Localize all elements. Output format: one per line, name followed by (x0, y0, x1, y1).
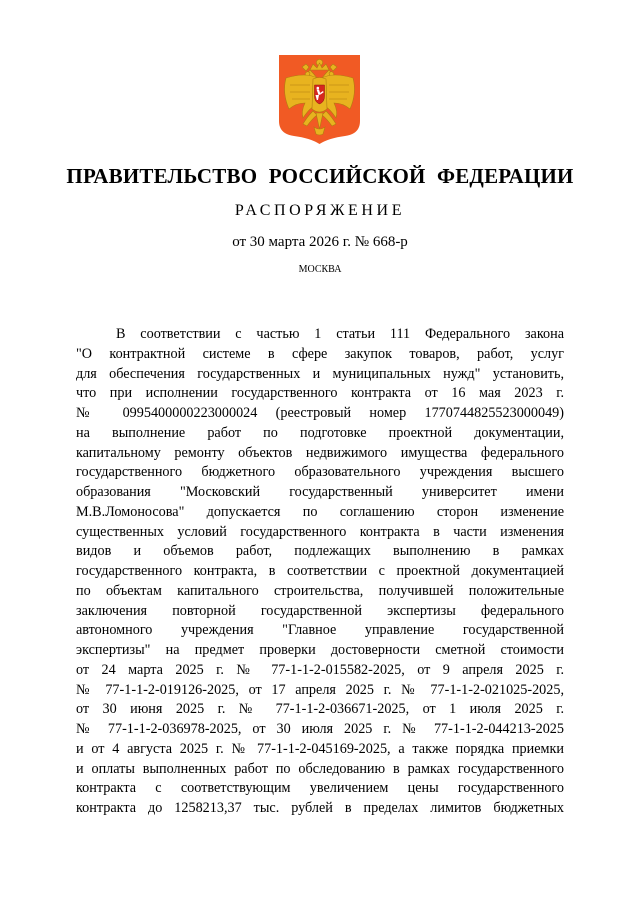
body-line: "О контрактной системе в сфере закупок товаров, работ, услуг (76, 345, 564, 362)
body-line: государственного бюджетного образовательного учреждения высшего (76, 464, 564, 481)
body-line: экспертизы" на предмет проверки достоверности сметной стоимости (76, 642, 564, 658)
body-line: по объектам капитального строительства, получившей положительные (76, 582, 564, 599)
body-line: № 77-1-1-2-019126-2025, от 17 апреля 2025 г. № 77-1-1-2-021025-2025, (76, 681, 564, 698)
body-line: для обеспечения государственных и муниципальных нужд" установить, (76, 365, 564, 382)
document-date-number: от 30 марта 2026 г. № 668-р (232, 234, 408, 250)
body-line: заключения повторной государственной экспертизы федерального (76, 602, 564, 619)
body-line: что при исполнении государственного контракта от 16 мая 2023 г. (76, 385, 564, 402)
government-title: ПРАВИТЕЛЬСТВО РОССИЙСКОЙ ФЕДЕРАЦИИ (66, 164, 574, 188)
document-type: РАСПОРЯЖЕНИЕ (234, 202, 406, 219)
body-line: автономного учреждения "Главное управление государственной (76, 622, 564, 639)
russian-coat-of-arms-icon (276, 55, 363, 144)
body-line: и от 4 августа 2025 г. № 77-1-1-2-045169-2025, а также порядка приемки (76, 740, 564, 757)
body-line: видов и объемов работ, подлежащих выполнению в рамках (76, 543, 564, 560)
body-line: М.В.Ломоносова" допускается по соглашению сторон изменение (76, 503, 564, 520)
body-line: В соответствии с частью 1 статьи 111 Федерального закона (116, 326, 564, 342)
body-line: и оплаты выполненных работ по обследованию в рамках государственного (76, 760, 564, 777)
document-body (76, 325, 564, 819)
body-line: существенных условий государственного контракта в части изменения (76, 523, 564, 540)
body-line: контракта до 1258213,37 тыс. рублей в пределах лимитов бюджетных (76, 800, 564, 816)
body-line: № 77-1-1-2-036978-2025, от 30 июля 2025 г. № 77-1-1-2-044213-2025 (76, 721, 564, 737)
document-city: МОСКВА (298, 264, 342, 275)
body-line: капитальному ремонту объектов недвижимого имущества федерального (76, 444, 564, 461)
body-line: от 24 марта 2025 г. № 77-1-1-2-015582-2025, от 9 апреля 2025 г. (76, 661, 564, 678)
body-line: на выполнение работ по подготовке проектной документации, (76, 424, 564, 441)
body-line: государственного контракта, в соответствии с проектной документацией (76, 563, 564, 579)
body-line: от 30 июня 2025 г. № 77-1-1-2-036671-2025, от 1 июля 2025 г. (76, 701, 564, 718)
body-line: образования "Московский государственный университет имени (76, 484, 564, 500)
body-line: контракта с соответствующим увеличением цены государственного (76, 780, 564, 797)
body-line: № 0995400000223000024 (реестровый номер 1770744825523000049) (76, 405, 564, 421)
